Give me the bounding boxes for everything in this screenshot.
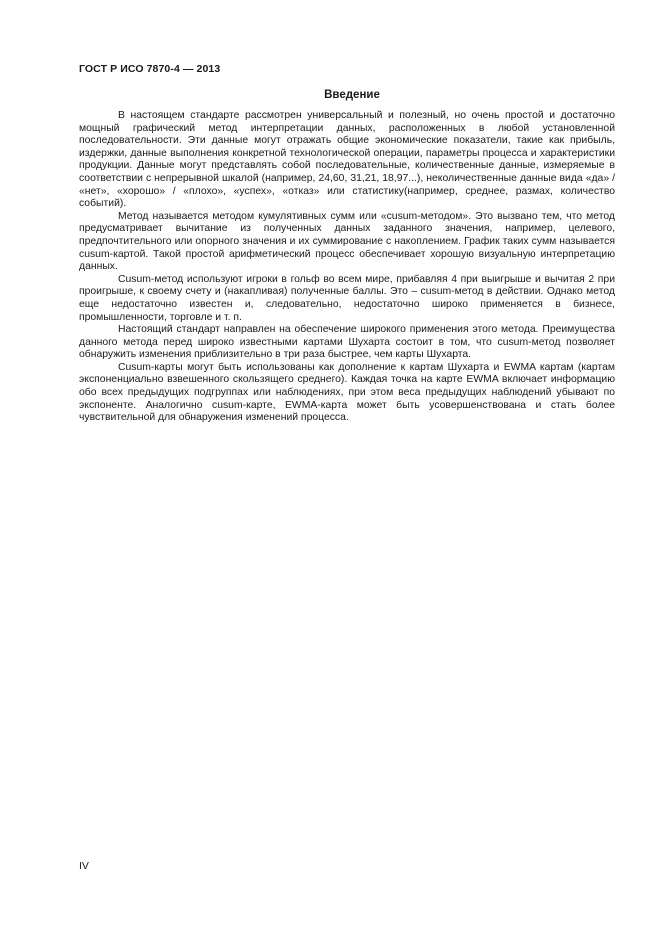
paragraph: Настоящий стандарт направлен на обеспечение широкого применения этого метода. Преимущества данного метода перед широко известными картами Шухарта состоит в том, что cusum-метод позволяет обнаружить изменения приблизительно в три раза быстрее, чем карты Шухарта. (79, 324, 615, 361)
section-title: Введение (324, 89, 380, 101)
page-number: IV (79, 860, 89, 872)
paragraph: В настоящем стандарте рассмотрен универсальный и полезный, но очень простой и достаточно мощный графический метод интерпретации данных, расположенных в любой установленной последовательности. Эти данные могут отражать общие экономические показатели, такие как прибыль, издержки, данные выполнения конкретной технологической операции, параметры процесса и характеристики продукции. Данные могут представлять собой последовательные, количественные данные, измеряемые в соответствии с непрерывной шкалой (например, 24,60, 31,21, 18,97...), неколичественные данные вида «да» / «нет», «хорошо» / «плохо», «успех», «отказ» или статистику(например, среднее, размах, количество событий). (79, 110, 615, 210)
document-header: ГОСТ Р ИСО 7870-4 — 2013 (79, 63, 221, 75)
body-text (79, 110, 615, 425)
paragraph: Cusum-карты могут быть использованы как дополнение к картам Шухарта и EWMA картам (картам экспоненциально взвешенного скользящего среднего). Каждая точка на карте EWMA включает информацию обо всех предыдущих подгруппах или наблюдениях, при этом веса предыдущих наблюдений убывают по экспоненте. Аналогично cusum-карте, EWMA-карта может быть усовершенствована и стать более чувствительной для обнаружения изменений процесса. (79, 361, 615, 424)
paragraph: Метод называется методом кумулятивных сумм или «cusum-методом». Это вызвано тем, что метод предусматривает вычитание из полученных данных заданного значения, например, целевого, предпочтительного или опорного значения и их суммирование с накоплением. График таких сумм называется cusum-картой. Такой простой арифметический процесс обеспечивает хорошую визуальную интерпретацию данных. (79, 210, 615, 273)
paragraph: Cusum-метод используют игроки в гольф во всем мире, прибавляя 4 при выигрыше и вычитая 2 при проигрыше, к своему счету и (накапливая) полученные баллы. Это – cusum-метод в действии. Однако метод еще недостаточно известен и, следовательно, недостаточно широко применяется в бизнесе, промышленности, торговле и т. п. (79, 273, 615, 323)
